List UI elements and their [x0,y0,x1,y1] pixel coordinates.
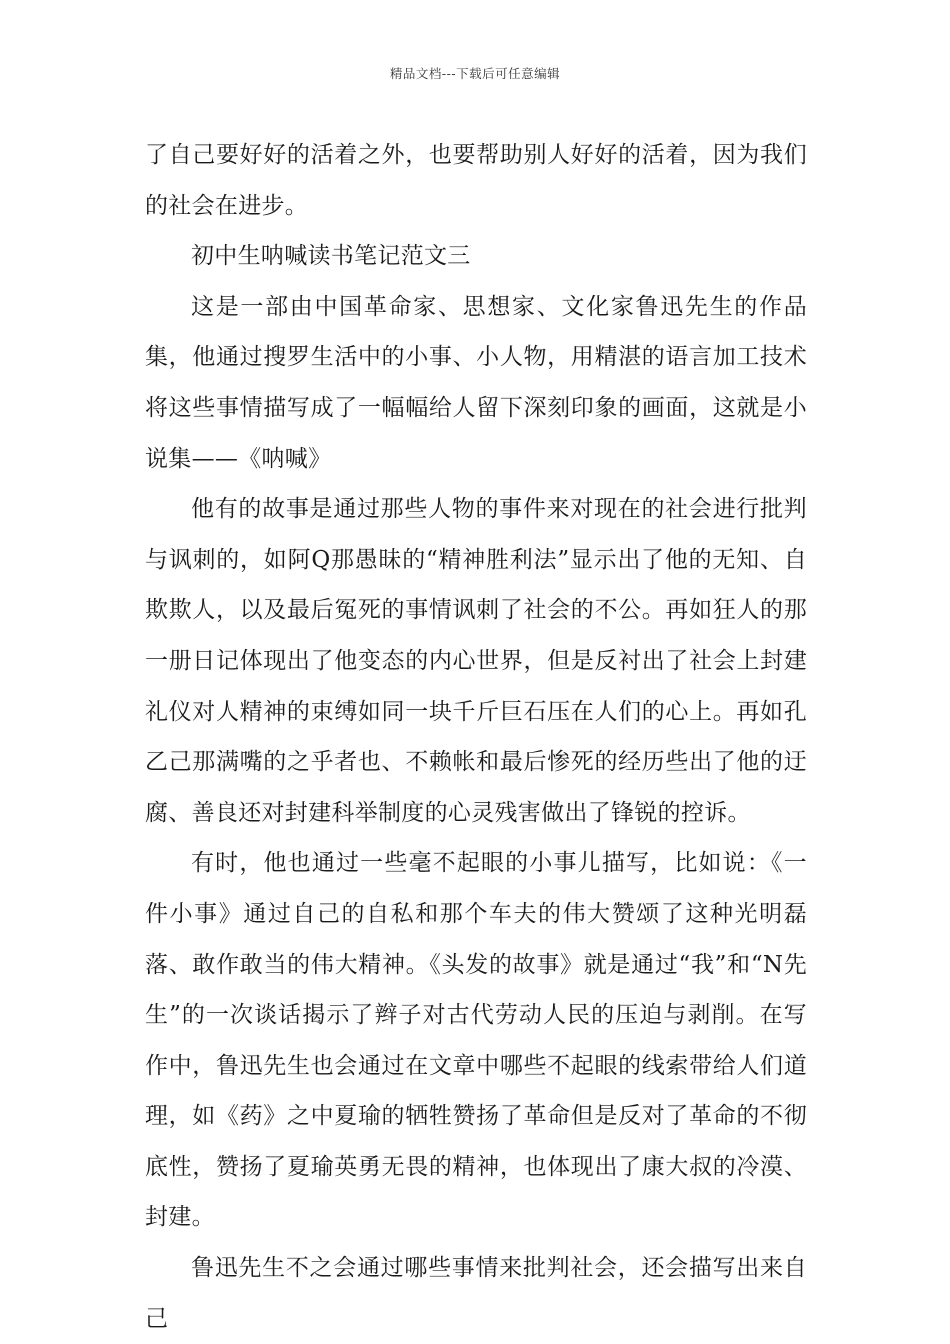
paragraph: 鲁迅先生不之会通过哪些事情来批判社会，还会描写出来自己 [145,1255,807,1332]
page-header: 精品文档---下载后可任意编辑 [389,66,561,81]
document-body [145,130,807,1344]
paragraph: 这是一部由中国革命家、思想家、文化家鲁迅先生的作品集，他通过搜罗生活中的小事、小人物，用精湛的语言加工技术将这些事情描写成了一幅幅给人留下深刻印象的画面，这就是小说集——《呐喊》 [145,293,807,472]
paragraph: 他有的故事是通过那些人物的事件来对现在的社会进行批判与讽刺的，如阿Q那愚昧的“精神胜利法”显示出了他的无知、自欺欺人，以及最后冤死的事情讽刺了社会的不公。再如狂人的那一册日记体现出了他变态的内心世界，但是反衬出了社会上封建礼仪对人精神的束缚如同一块千斤巨石压在人们的心上。再如孔乙己那满嘴的之乎者也、不赖帐和最后惨死的经历些出了他的迂腐、善良还对封建科举制度的心灵残害做出了锋锐的控诉。 [145,496,807,826]
section-heading: 初中生呐喊读书笔记范文三 [191,243,471,270]
paragraph: 有时，他也通过一些毫不起眼的小事儿描写，比如说：《一件小事》通过自己的自私和那个车夫的伟大赞颂了这种光明磊落、敢作敢当的伟大精神。《头发的故事》就是通过“我”和“N先生”的一次谈话揭示了辫子对古代劳动人民的压迫与剥削。在写作中，鲁迅先生也会通过在文章中哪些不起眼的线索带给人们道理，如《药》之中夏瑜的牺牲赞扬了革命但是反对了革命的不彻底性，赞扬了夏瑜英勇无畏的精神，也体现出了康大叔的冷漠、封建。 [145,850,807,1231]
paragraph: 了自己要好好的活着之外，也要帮助别人好好的活着，因为我们的社会在进步。 [145,142,807,219]
